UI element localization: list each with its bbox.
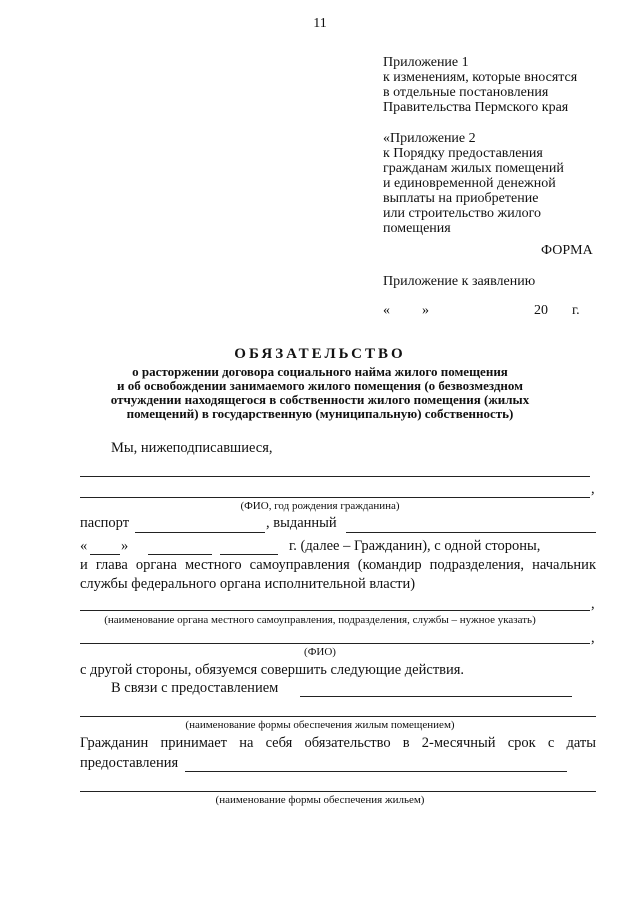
- subtitle-line: и об освобождении занимаемого жилого помещения (о безвозмездном: [116, 378, 524, 393]
- issue-day-field[interactable]: [90, 554, 120, 555]
- date-open-quote: «: [383, 303, 390, 318]
- appendix-1-line: в отдельные постановления: [383, 85, 549, 100]
- appendix-2-line: к Порядку предоставления: [383, 146, 543, 161]
- citizen-text: г. (далее – Гражданин), с одной стороны,: [289, 538, 541, 554]
- appendix-2-line: и единовременной денежной: [383, 176, 556, 191]
- comma: ,: [591, 596, 595, 612]
- subtitle-line: о расторжении договора социального найма жилого помещения: [132, 364, 508, 379]
- name-line-1[interactable]: [80, 476, 590, 477]
- caption-housing-form: (наименование формы обеспечения жилым помещением): [185, 719, 455, 731]
- subtitle-line: помещений) в государственную (муниципальную) собственность): [126, 406, 514, 421]
- appendix-2-line: помещения: [383, 221, 451, 236]
- organ-name-field[interactable]: [80, 610, 590, 611]
- document-subtitle: [0, 365, 640, 421]
- comma: ,: [591, 630, 595, 646]
- appendix-2-line: выплаты на приобретение: [383, 191, 539, 206]
- passport-label: паспорт: [80, 515, 130, 531]
- provision-field[interactable]: [185, 771, 567, 772]
- issued-label: , выданный: [266, 515, 337, 531]
- caption-fio-birth: (ФИО, год рождения гражданина): [240, 500, 400, 512]
- appendix-2-line: гражданам жилых помещений: [383, 161, 564, 176]
- form-label: ФОРМА: [541, 243, 593, 258]
- application-label: Приложение к заявлению: [383, 274, 536, 289]
- provision-label: предоставления: [80, 755, 179, 771]
- issued-by-field[interactable]: [346, 532, 596, 533]
- housing-form-field[interactable]: [300, 696, 572, 697]
- we-signed-text: Мы, нижеподписавшиеся,: [111, 440, 273, 456]
- head-line-1: и глава органа местного самоуправления (командир подразделения, начальник: [80, 557, 596, 573]
- other-side-text: с другой стороны, обязуемся совершить следующие действия.: [80, 662, 465, 678]
- page-number: 11: [313, 16, 327, 31]
- housing-form-line-2[interactable]: [80, 716, 596, 717]
- date-year-suffix: г.: [572, 303, 580, 318]
- appendix-2-line: или строительство жилого: [383, 206, 542, 221]
- quote-close: »: [121, 538, 129, 554]
- in-connection-text: В связи с предоставлением: [111, 680, 279, 696]
- head-line-2: службы федерального органа исполнительной власти): [80, 576, 416, 592]
- appendix-1-line: Правительства Пермского края: [383, 100, 569, 115]
- appendix-2-line: «Приложение 2: [383, 131, 476, 146]
- caption-fio: (ФИО): [304, 646, 336, 658]
- appendix-1-line: Приложение 1: [383, 55, 469, 70]
- quote-open: «: [80, 538, 88, 554]
- appendix-1-line: к изменениям, которые вносятся: [383, 70, 578, 85]
- issue-year-field[interactable]: [220, 554, 278, 555]
- citizen-accepts-text: Гражданин принимает на себя обязательство в 2-месячный срок с даты: [80, 735, 596, 751]
- appendix-2-block: [383, 131, 564, 236]
- date-year-prefix: 20: [534, 303, 548, 318]
- official-fio-field[interactable]: [80, 643, 590, 644]
- appendix-1-block: [383, 55, 577, 115]
- caption-organ: (наименование органа местного самоуправления, подразделения, службы – нужное указать): [104, 614, 536, 626]
- comma: ,: [591, 481, 595, 497]
- issue-month-field[interactable]: [148, 554, 212, 555]
- document-title: ОБЯЗАТЕЛЬСТВО: [234, 346, 406, 362]
- subtitle-line: отчуждении находящегося в собственности жилого помещения (жилых: [110, 392, 530, 407]
- name-line-2[interactable]: [80, 497, 590, 498]
- provision-line-2[interactable]: [80, 791, 596, 792]
- passport-number-field[interactable]: [135, 532, 265, 533]
- caption-housing-form-2: (наименование формы обеспечения жильем): [215, 794, 425, 806]
- date-close-quote: »: [422, 303, 429, 318]
